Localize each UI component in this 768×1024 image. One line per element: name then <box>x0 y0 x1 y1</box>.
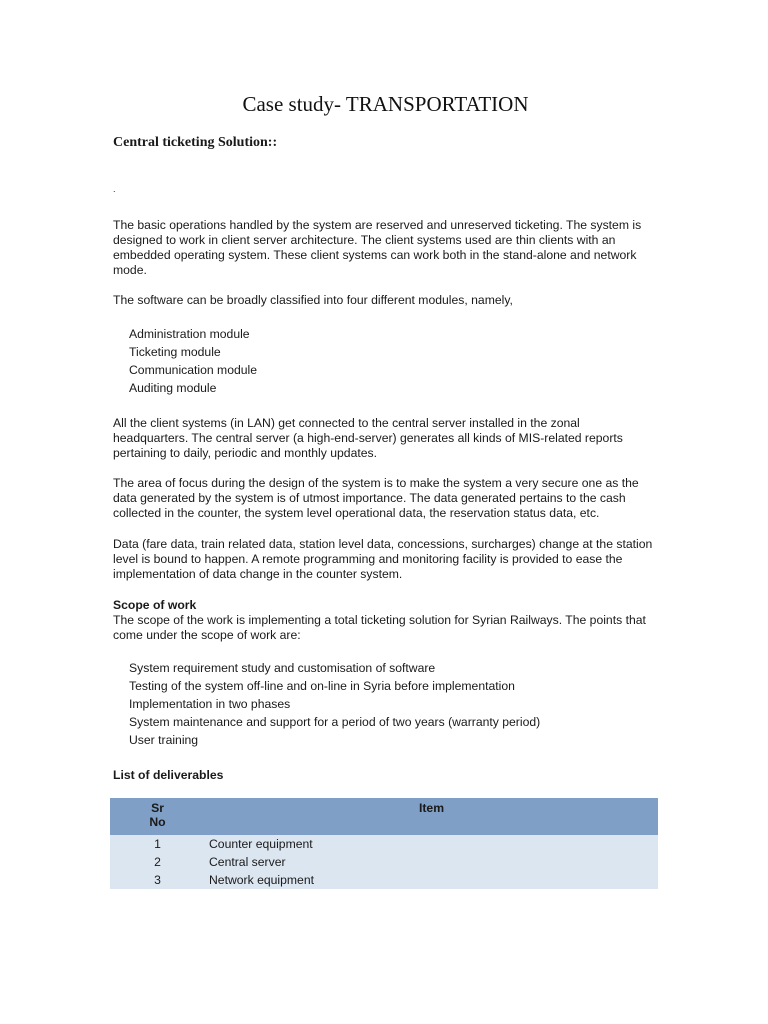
data-change-paragraph: Data (fare data, train related data, station level data, concessions, surcharges) change at the station level is bound to happen. A remote programming and monitoring facility is provided to ease the implementation of data change in the counter system. <box>113 537 653 581</box>
section-subtitle: Central ticketing Solution:: <box>113 135 278 150</box>
table-row <box>110 853 658 871</box>
scope-heading: Scope of work <box>113 598 197 612</box>
item-cell: Central server <box>205 853 658 871</box>
modules-list <box>129 325 257 397</box>
item-cell: Counter equipment <box>205 835 658 853</box>
modules-intro-paragraph: The software can be broadly classified into four different modules, namely, <box>113 293 513 307</box>
list-item: Communication module <box>129 363 258 377</box>
stray-mark: . <box>113 184 116 194</box>
list-item: Administration module <box>129 327 250 341</box>
item-cell: Network equipment <box>205 871 658 889</box>
list-item: System requirement study and customisation of software <box>129 661 436 675</box>
intro-paragraph: The basic operations handled by the system are reserved and unreserved ticketing. The system is designed to work in client server architecture. The client systems used are thin clients with an embedded operating system. These client systems can work both in the stand-alone and network mode. <box>113 218 642 277</box>
table-header-row <box>110 798 658 835</box>
table-row <box>110 835 658 853</box>
sr-cell: 2 <box>110 853 205 871</box>
lan-paragraph: All the client systems (in LAN) get connected to the central server installed in the zonal headquarters. The central server (a high-end-server) generates all kinds of MIS-related reports pertaining to daily, periodic and monthly updates. <box>113 416 623 460</box>
scope-paragraph: The scope of the work is implementing a total ticketing solution for Syrian Railways. The points that come under the scope of work are: <box>113 613 646 642</box>
deliverables-heading: List of deliverables <box>113 768 224 782</box>
list-item: Testing of the system off-line and on-line in Syria before implementation <box>129 679 515 693</box>
list-item: User training <box>129 733 199 747</box>
list-item: System maintenance and support for a period of two years (warranty period) <box>129 715 541 729</box>
sr-header-line2: No <box>149 815 166 829</box>
list-item: Auditing module <box>129 381 217 395</box>
list-item: Ticketing module <box>129 345 221 359</box>
sr-header-line1: Sr <box>151 801 164 815</box>
page-title: Case study- TRANSPORTATION <box>242 92 529 116</box>
sr-cell: 1 <box>110 835 205 853</box>
sr-no-header <box>110 798 205 835</box>
focus-paragraph: The area of focus during the design of the system is to make the system a very secure one as the data generated by the system is of utmost importance. The data generated pertains to the cash collected in the counter, the system level operational data, the reservation status data, etc. <box>113 476 639 520</box>
scope-list <box>129 659 540 749</box>
table-row <box>110 871 658 889</box>
item-header: Item <box>205 798 658 835</box>
deliverables-table <box>110 798 658 889</box>
sr-cell: 3 <box>110 871 205 889</box>
list-item: Implementation in two phases <box>129 697 291 711</box>
